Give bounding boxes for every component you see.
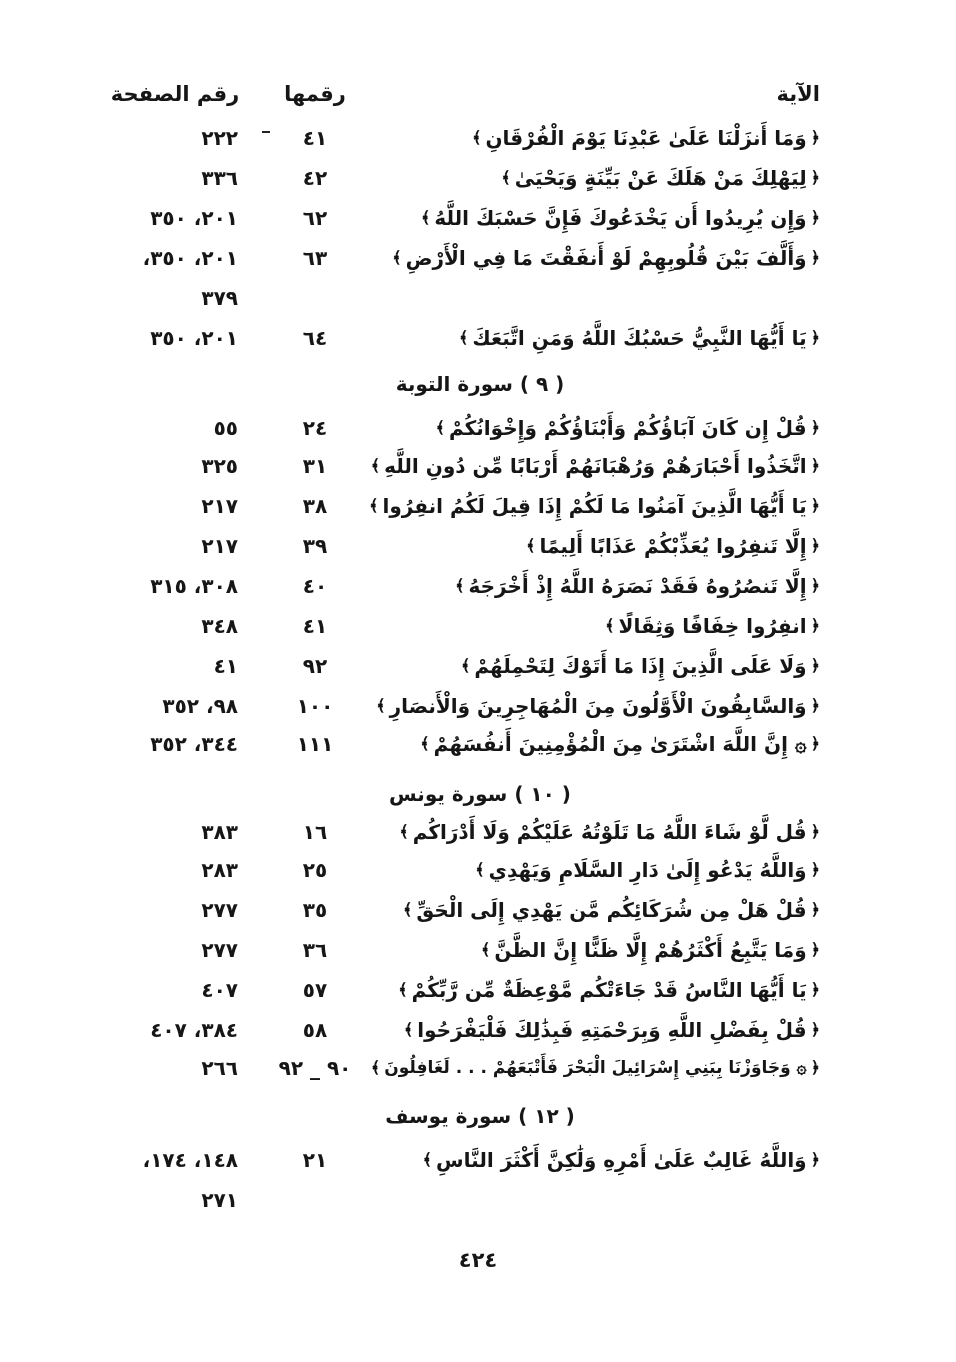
table-row xyxy=(0,890,956,930)
page-numbers: ٣٨٤، ٤٠٧ xyxy=(150,1018,238,1042)
ornament-close-icon: ﴾ xyxy=(480,940,491,959)
verse-number: ٥٨ xyxy=(302,1018,328,1042)
ornament-open-icon: ﴿ xyxy=(810,328,820,347)
table-row xyxy=(0,318,956,358)
verse-text: ﴿ إِلَّا تَنصُرُوهُ فَقَدْ نَصَرَهُ اللَّهُ إِذْ أَخْرَجَهُ ﴾ xyxy=(455,566,820,606)
header-verse: الآية xyxy=(776,82,820,106)
verse-number: ٣٩ xyxy=(302,534,328,558)
ornament-close-icon: ﴾ xyxy=(472,128,482,147)
table-row xyxy=(0,686,956,726)
verse-text: ﴿ لِيَهْلِكَ مَنْ هَلَكَ عَنْ بَيِّنَةٍ وَيَحْيَىٰ ﴾ xyxy=(501,158,820,198)
ornament-close-icon: ﴾ xyxy=(435,418,445,437)
verse-number: ٢٥ xyxy=(302,858,328,882)
page-numbers: ٢٠١، ٣٥٠، xyxy=(142,246,238,270)
ornament-open-icon: ﴿ xyxy=(810,980,820,999)
verse-text: ﴿ قُلْ إِن كَانَ آبَاؤُكُمْ وَأَبْنَاؤُكُمْ وَإِخْوَانُكُمْ ﴾ xyxy=(436,408,820,448)
ornament-open-icon: ﴿ xyxy=(810,496,820,515)
verse-number: ٥٧ xyxy=(302,978,328,1002)
ornament-open-icon: ﴿ xyxy=(810,208,820,227)
verse-text: ﴿ ۞ إِنَّ اللَّهَ اشْتَرَىٰ مِنَ الْمُؤْمِنِينَ أَنفُسَهُمْ ﴾ xyxy=(420,724,820,764)
surah-heading: ( ١٢ ) سورة يوسف xyxy=(385,1104,575,1128)
verse-text: ﴿ وَالسَّابِقُونَ الْأَوَّلُونَ مِنَ الْمُهَاجِرِينَ وَالْأَنصَارِ ﴾ xyxy=(376,686,820,726)
verse-text: ﴿ قُلْ هَلْ مِن شُرَكَائِكُم مَّن يَهْدِي إِلَى الْحَقِّ ﴾ xyxy=(403,890,820,930)
page-numbers-continued: ٣٧٩ xyxy=(201,286,238,310)
table-row xyxy=(0,1140,956,1180)
page-numbers: ٢٠١، ٣٥٠ xyxy=(150,326,238,350)
ornament-open-icon: ﴿ xyxy=(810,900,820,919)
table-row xyxy=(0,238,956,278)
ornament-open-icon: ﴿ xyxy=(810,536,820,555)
verse-number: ٦٢ xyxy=(302,206,328,230)
ornament-close-icon: ﴾ xyxy=(399,822,409,841)
page-numbers: ٩٨، ٣٥٢ xyxy=(162,694,238,718)
page-numbers: ٣٤٨ xyxy=(201,614,238,638)
ornament-open-icon: ﴿ xyxy=(810,128,820,147)
page-folio-number: ٤٢٤ xyxy=(458,1248,498,1272)
verse-number: ١١١ xyxy=(296,732,334,756)
ornament-close-icon: ﴾ xyxy=(369,496,379,515)
table-row xyxy=(0,812,956,852)
ornament-close-icon: ﴾ xyxy=(501,168,511,187)
ornament-open-icon: ﴿ xyxy=(810,696,820,715)
header-number: رقمها xyxy=(284,82,346,106)
verse-text: ﴿ إِلَّا تَنفِرُوا يُعَذِّبْكُمْ عَذَابًا أَلِيمًا ﴾ xyxy=(526,526,820,566)
table-row xyxy=(0,1048,956,1088)
ornament-open-icon: ﴿ xyxy=(810,616,820,635)
page-numbers: ٢٧٧ xyxy=(201,898,238,922)
page-numbers: ٣٨٣ xyxy=(201,820,238,844)
table-row xyxy=(0,118,956,158)
ornament-open-icon: ﴿ xyxy=(810,248,820,267)
page-numbers: ٤١ xyxy=(213,654,238,678)
page-numbers: ٢١٧ xyxy=(201,494,238,518)
ornament-close-icon: ﴾ xyxy=(526,536,536,555)
table-row xyxy=(0,1010,956,1050)
ornament-open-icon: ﴿ xyxy=(810,940,820,959)
ornament-open-icon: ﴿ xyxy=(810,418,820,437)
page-numbers: ٣٠٨، ٣١٥ xyxy=(150,574,238,598)
table-row xyxy=(0,930,956,970)
page-numbers: ١٤٨، ١٧٤، xyxy=(142,1148,238,1172)
ornament-open-icon: ﴿ xyxy=(810,576,820,595)
table-row xyxy=(0,526,956,566)
ornament-close-icon: ﴾ xyxy=(403,1020,414,1039)
ornament-close-icon: ﴾ xyxy=(455,576,465,595)
verse-number: ٩٠ _ ٩٢ xyxy=(278,1056,352,1080)
verse-number: ٣٦ xyxy=(302,938,328,962)
ornament-close-icon: ﴾ xyxy=(392,248,402,267)
page-numbers: ٢٧٧ xyxy=(201,938,238,962)
verse-number: ٤٠ xyxy=(302,574,328,598)
table-row xyxy=(0,646,956,686)
table-row xyxy=(0,850,956,890)
ornament-open-icon: ﴿ xyxy=(810,656,820,675)
verse-number: ٤١ xyxy=(302,614,328,638)
ornament-close-icon: ﴾ xyxy=(370,1058,381,1077)
verse-number: ٣٨ xyxy=(302,494,328,518)
ornament-close-icon: ﴾ xyxy=(403,900,413,919)
page-numbers: ٢٠١، ٣٥٠ xyxy=(150,206,238,230)
surah-heading: ( ١٠ ) سورة يونس xyxy=(389,782,571,806)
table-row xyxy=(0,724,956,764)
verse-text: ﴿ ۞ وَجَاوَزْنَا بِبَنِي إِسْرَائِيلَ الْبَحْرَ فَأَتْبَعَهُمْ . . . لَغَافِلُونَ ﴾ xyxy=(371,1048,820,1088)
table-row xyxy=(0,606,956,646)
verse-number: ٢٤ xyxy=(302,416,328,440)
page-numbers: ٢١٧ xyxy=(201,534,238,558)
table-row xyxy=(0,486,956,526)
ornament-close-icon: ﴾ xyxy=(420,734,430,753)
verse-text: ﴿ وَمَا يَتَّبِعُ أَكْثَرُهُمْ إِلَّا ظَنًّا إِنَّ الظَّنَّ ﴾ xyxy=(481,930,820,970)
ornament-close-icon: ﴾ xyxy=(376,696,386,715)
verse-number: ١٠٠ xyxy=(296,694,334,718)
ornament-close-icon: ﴾ xyxy=(475,860,485,879)
ornament-open-icon: ﴿ xyxy=(810,1058,820,1077)
ornament-close-icon: ﴾ xyxy=(461,656,471,675)
ornament-open-icon: ﴿ xyxy=(810,822,820,841)
table-row xyxy=(0,158,956,198)
verse-number: ٢١ xyxy=(302,1148,328,1172)
page-numbers: ٣٣٦ xyxy=(201,166,238,190)
verse-text: ﴿ يَا أَيُّهَا النَّبِيُّ حَسْبُكَ اللَّهُ وَمَنِ اتَّبَعَكَ ﴾ xyxy=(459,318,820,358)
page-numbers: ٥٥ xyxy=(213,416,238,440)
verse-text: ﴿ يَا أَيُّهَا الَّذِينَ آمَنُوا مَا لَكُمْ إِذَا قِيلَ لَكُمُ انفِرُوا ﴾ xyxy=(369,486,820,526)
verse-text: ﴿ وَاللَّهُ يَدْعُو إِلَىٰ دَارِ السَّلَامِ وَيَهْدِي ﴾ xyxy=(475,850,820,890)
ornament-open-icon: ﴿ xyxy=(810,1150,820,1169)
verse-number: ٣٥ xyxy=(302,898,328,922)
ornament-close-icon: ﴾ xyxy=(398,980,408,999)
table-row xyxy=(0,408,956,448)
page-numbers: ٣٢٥ xyxy=(201,454,238,478)
verse-text: ﴿ قُلْ بِفَضْلِ اللَّهِ وَبِرَحْمَتِهِ فَبِذَٰلِكَ فَلْيَفْرَحُوا ﴾ xyxy=(404,1010,820,1050)
verse-text: ﴿ اتَّخَذُوا أَحْبَارَهُمْ وَرُهْبَانَهُمْ أَرْبَابًا مِّن دُونِ اللَّهِ ﴾ xyxy=(371,446,820,486)
ornament-open-icon: ﴿ xyxy=(810,860,820,879)
ornament-open-icon: ﴿ xyxy=(810,734,820,753)
header-page-number: رقم الصفحة xyxy=(110,82,240,106)
verse-text: ﴿ وَاللَّهُ غَالِبٌ عَلَىٰ أَمْرِهِ وَلَٰكِنَّ أَكْثَرَ النَّاسِ ﴾ xyxy=(423,1140,820,1180)
table-row xyxy=(0,198,956,238)
page-numbers: ٢٢٢ xyxy=(201,126,238,150)
verse-text: ﴿ وَإِن يُرِيدُوا أَن يَخْدَعُوكَ فَإِنَّ حَسْبَكَ اللَّهُ ﴾ xyxy=(421,198,820,238)
verse-text: ﴿ قُل لَّوْ شَاءَ اللَّهُ مَا تَلَوْتُهُ عَلَيْكُمْ وَلَا أَدْرَاكُم ﴾ xyxy=(399,812,820,852)
page-numbers-continued: ٢٧١ xyxy=(201,1188,238,1212)
verse-text: ﴿ وَأَلَّفَ بَيْنَ قُلُوبِهِمْ لَوْ أَنفَقْتَ مَا فِي الْأَرْضِ ﴾ xyxy=(392,238,820,278)
ornament-open-icon: ﴿ xyxy=(810,456,820,475)
verse-number: ٩٢ xyxy=(302,654,328,678)
verse-number: ٤١ xyxy=(302,126,328,150)
verse-text: ﴿ يَا أَيُّهَا النَّاسُ قَدْ جَاءَتْكُم مَّوْعِظَةٌ مِّن رَّبِّكُمْ ﴾ xyxy=(398,970,820,1010)
ornament-close-icon: ﴾ xyxy=(422,1150,433,1169)
table-row xyxy=(0,446,956,486)
ornament-close-icon: ﴾ xyxy=(370,456,381,475)
ornament-close-icon: ﴾ xyxy=(605,616,615,635)
verse-text: ﴿ انفِرُوا خِفَافًا وَثِقَالًا ﴾ xyxy=(605,606,820,646)
page-numbers: ٢٦٦ xyxy=(201,1056,238,1080)
ornament-open-icon: ﴿ xyxy=(810,168,820,187)
ornament-open-icon: ﴿ xyxy=(810,1020,820,1039)
verse-number: ٣١ xyxy=(302,454,328,478)
page-numbers: ٢٨٣ xyxy=(201,858,238,882)
verse-text: ﴿ وَمَا أَنزَلْنَا عَلَىٰ عَبْدِنَا يَوْمَ الْفُرْقَانِ ﴾ xyxy=(472,118,820,158)
table-row xyxy=(0,566,956,606)
verse-number: ٦٣ xyxy=(302,246,328,270)
verse-number: ٦٤ xyxy=(302,326,328,350)
verse-number: ١٦ xyxy=(302,820,328,844)
table-row xyxy=(0,970,956,1010)
page-numbers: ٤٠٧ xyxy=(201,978,238,1002)
verse-text: ﴿ وَلَا عَلَى الَّذِينَ إِذَا مَا أَتَوْكَ لِتَحْمِلَهُمْ ﴾ xyxy=(461,646,820,686)
page-numbers: ٣٤٤، ٣٥٢ xyxy=(150,732,238,756)
ornament-close-icon: ﴾ xyxy=(420,208,431,227)
ornament-close-icon: ﴾ xyxy=(458,328,469,347)
verse-number: ٤٢ xyxy=(302,166,328,190)
surah-heading: ( ٩ ) سورة التوبة xyxy=(395,372,565,396)
